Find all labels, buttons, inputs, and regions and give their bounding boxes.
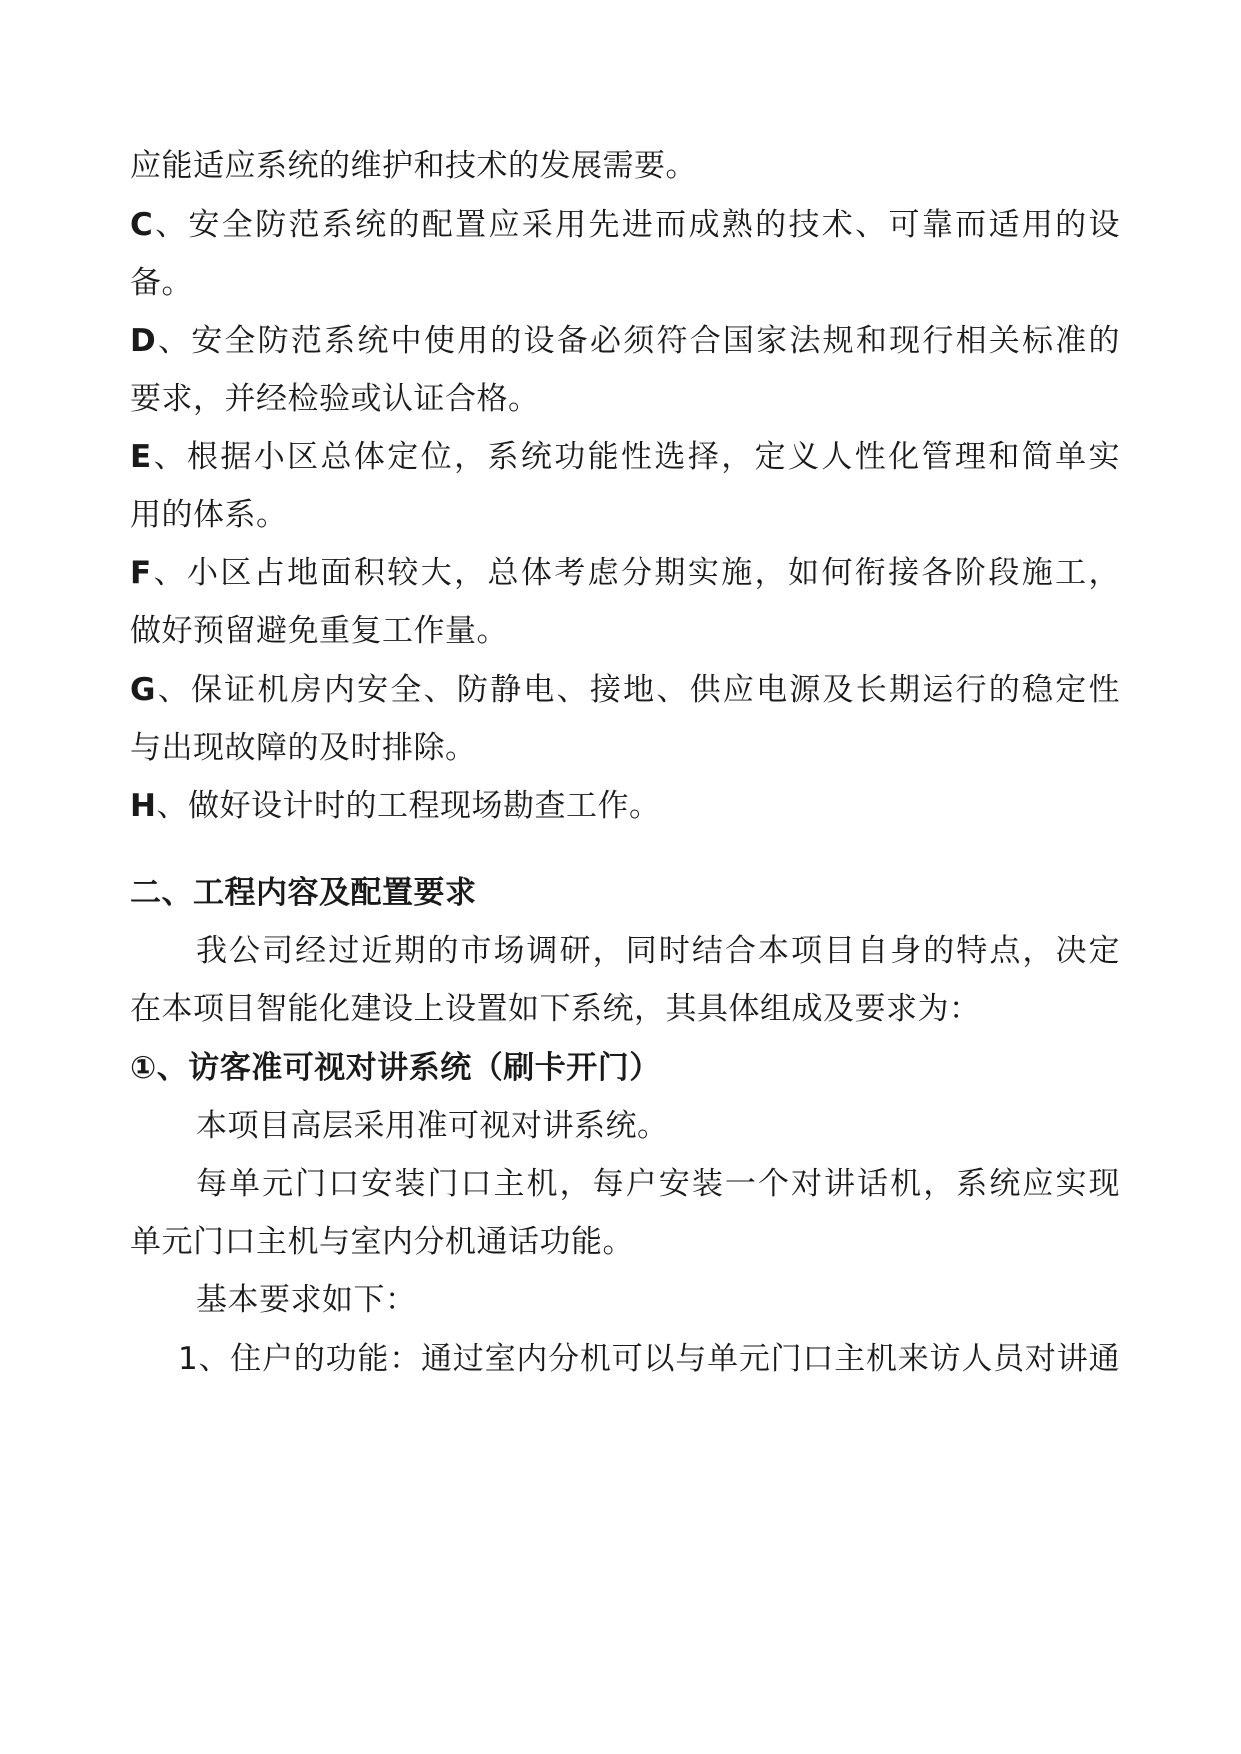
item-e-line1	[130, 437, 1120, 477]
item-g-line2: 与出现故障的及时排除。	[130, 730, 477, 766]
subsection-paragraph-line1: 每单元门口安装门口主机，每户安装一个对讲话机，系统应实现	[196, 1166, 1120, 1202]
item-d-line2: 要求，并经检验或认证合格。	[130, 381, 540, 417]
list-item: 1、住户的功能：通过室内分机可以与单元门口主机来访人员对讲通	[178, 1341, 1120, 1377]
item-d-text: 、安全防范系统中使用的设备必须符合国家法规和现行相关标准的	[156, 323, 1120, 359]
item-c-text: 、安全防范系统的配置应采用先进而成熟的技术、可靠而适用的设	[153, 207, 1120, 243]
item-g-text: 、保证机房内安全、防静电、接地、供应电源及长期运行的稳定性	[155, 672, 1120, 708]
requirements-intro: 基本要求如下：	[196, 1282, 417, 1318]
subsection-paragraph: 本项目高层采用准可视对讲系统。	[196, 1108, 669, 1144]
item-e-line2: 用的体系。	[130, 497, 288, 533]
item-d-label: D	[130, 323, 157, 359]
section-paragraph-line1: 我公司经过近期的市场调研，同时结合本项目自身的特点，决定	[196, 933, 1120, 969]
item-g-line1	[130, 670, 1120, 710]
item-c-line1	[130, 205, 1120, 245]
item-f-label: F	[130, 555, 152, 591]
item-g-label: G	[130, 672, 156, 708]
item-f-text: 、小区占地面积较大，总体考虑分期实施，如何衔接各阶段施工，	[151, 555, 1120, 591]
item-e-text: 、根据小区总体定位，系统功能性选择，定义人性化管理和简单实	[151, 439, 1120, 475]
subsection-paragraph-line2: 单元门口主机与室内分机通话功能。	[130, 1224, 634, 1260]
item-h-label: H	[130, 788, 157, 824]
item-h-text: 、做好设计时的工程现场勘查工作。	[156, 788, 661, 824]
item-f-line2: 做好预留避免重复工作量。	[130, 613, 508, 649]
section-heading: 二、工程内容及配置要求	[130, 875, 477, 911]
item-h-line1	[130, 786, 1120, 826]
item-e-label: E	[130, 439, 152, 475]
section-paragraph-line2: 在本项目智能化建设上设置如下系统，其具体组成及要求为：	[130, 991, 981, 1027]
body-text-line: 应能适应系统的维护和技术的发展需要。	[130, 148, 697, 184]
item-d-line1	[130, 321, 1120, 361]
item-c-line2: 备。	[130, 265, 193, 301]
item-c-label: C	[130, 207, 154, 243]
item-f-line1	[130, 553, 1120, 593]
subsection-heading: ①、访客准可视对讲系统（刷卡开门）	[130, 1050, 661, 1086]
